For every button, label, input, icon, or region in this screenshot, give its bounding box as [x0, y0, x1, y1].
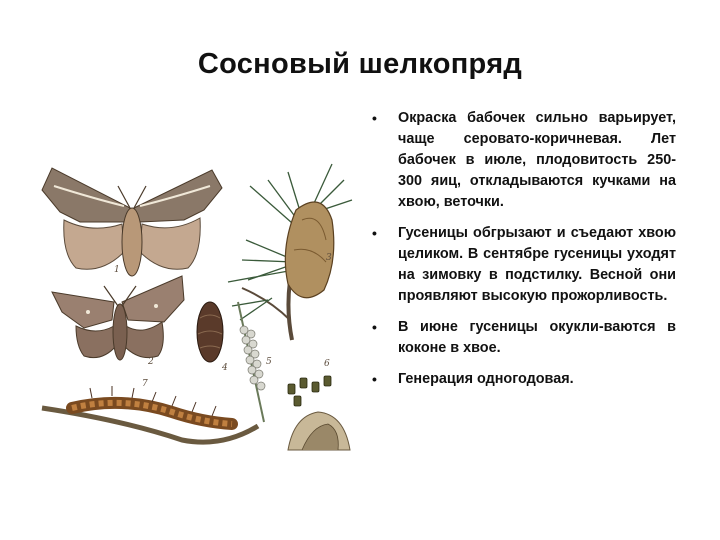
bullet-marker: • [372, 319, 377, 335]
bullet-text: Окраска бабочек сильно варьирует, чаще серовато-коричневая. Лет бабочек в июле, плодовитость 250-300 яиц, откладываются кучками на хвою, веточки. [398, 110, 676, 210]
pine-moth-illustration [32, 150, 362, 452]
bullet-marker: • [372, 371, 377, 387]
plate-number: 5 [266, 357, 272, 367]
moth-male-image [52, 276, 184, 360]
bullet-list [368, 108, 676, 400]
bullet-text: Генерация одногодовая. [398, 371, 574, 387]
pupa-image [197, 302, 223, 362]
plate-number: 2 [148, 357, 154, 367]
moth-female-image [42, 168, 222, 276]
bullet-marker: • [372, 225, 377, 241]
plate-number: 4 [222, 363, 228, 373]
bullet-item [368, 223, 676, 307]
plate-number: 7 [142, 379, 148, 389]
bullet-text: В июне гусеницы окукли-ваются в коконе в хвое. [398, 319, 676, 356]
bullet-item [368, 108, 676, 213]
bullet-text: Гусеницы обгрызают и съедают хвою целиком. В сентябре гусеницы уходят на зимовку в подстилку. Весной они проявляют высокую прожорливость. [398, 225, 676, 304]
plate-number: 1 [114, 265, 120, 275]
damaged-shoot-image [288, 412, 350, 450]
egg-cluster-image [238, 302, 265, 422]
bullet-item [368, 317, 676, 359]
droppings-image [288, 376, 331, 406]
plate-number: 6 [324, 359, 330, 369]
pine-branch-cocoon-image [228, 164, 352, 340]
caterpillar-image [42, 386, 258, 442]
bullet-item [368, 369, 676, 390]
bullet-marker: • [372, 110, 377, 126]
plate-number: 3 [326, 253, 332, 263]
slide-title: Сосновый шелкопряд [197, 48, 523, 80]
